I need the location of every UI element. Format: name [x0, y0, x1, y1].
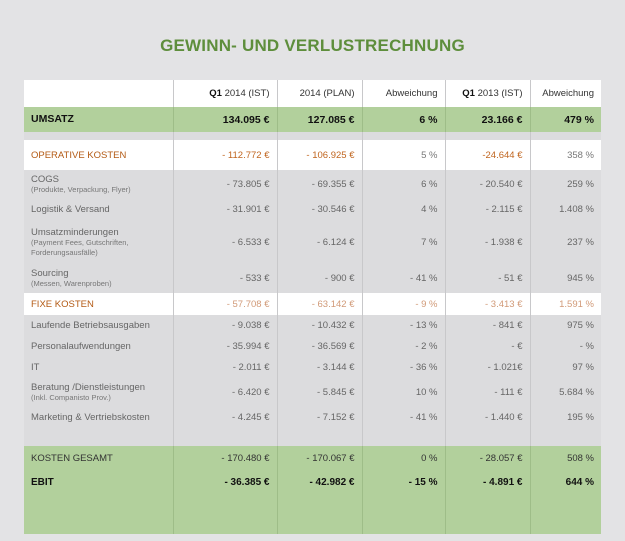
- fixed-cost-item: [24, 378, 601, 407]
- row-sublabel: (Messen, Warenproben): [31, 279, 112, 288]
- spacer-cell: [530, 428, 601, 446]
- spacer-cell: [362, 494, 445, 534]
- row-label-text: Marketing & Vertriebskosten: [31, 412, 150, 423]
- value-cell: 259 %: [530, 170, 601, 199]
- value-cell: - 2.115 €: [445, 199, 530, 220]
- value-cell: - 533 €: [173, 264, 277, 293]
- value-cell: - 10.432 €: [277, 315, 362, 336]
- value-cell: - 2.011 €: [173, 357, 277, 378]
- value-cell: 644 %: [530, 470, 601, 494]
- value-cell: - 42.982 €: [277, 470, 362, 494]
- row-label: [24, 107, 173, 132]
- total-costs-row: [24, 446, 601, 470]
- spacer-cell: [445, 494, 530, 534]
- row-label-text: EBIT: [31, 476, 54, 488]
- row-label: [24, 293, 173, 315]
- column-header: [445, 80, 530, 107]
- fixed-costs-row: [24, 293, 601, 315]
- value-cell: - 69.355 €: [277, 170, 362, 199]
- value-cell: 6 %: [362, 107, 445, 132]
- spacer-cell: [277, 132, 362, 140]
- row-label-text: Personalaufwendungen: [31, 341, 131, 352]
- operative-cost-item: [24, 170, 601, 199]
- spacer-row: [24, 428, 601, 446]
- column-header-text: Abweichung: [385, 88, 438, 99]
- row-label-text: Laufende Betriebsausgaben: [31, 320, 150, 331]
- value-cell: - 841 €: [445, 315, 530, 336]
- value-cell: - 13 %: [362, 315, 445, 336]
- row-label: [24, 470, 173, 494]
- value-cell: - 36.569 €: [277, 336, 362, 357]
- row-sublabel: (Payment Fees, Gutschriften,: [31, 237, 129, 247]
- value-cell: 237 %: [530, 220, 601, 264]
- column-header-text: 2013 (IST): [474, 88, 523, 99]
- fixed-cost-item: [24, 407, 601, 428]
- spacer-row: [24, 494, 601, 534]
- column-header: [277, 80, 362, 107]
- value-cell: - 7.152 €: [277, 407, 362, 428]
- value-cell: - 6.420 €: [173, 378, 277, 407]
- quarter-label: Q1: [462, 88, 475, 99]
- row-label-text: Logistik & Versand: [31, 204, 110, 215]
- value-cell: - 36 %: [362, 357, 445, 378]
- row-label-text: OPERATIVE KOSTEN: [31, 149, 127, 161]
- value-cell: - 31.901 €: [173, 199, 277, 220]
- value-cell: - 57.708 €: [173, 293, 277, 315]
- spacer-cell: [530, 132, 601, 140]
- spacer-cell: [445, 132, 530, 140]
- value-cell: - 2 %: [362, 336, 445, 357]
- value-cell: - 51 €: [445, 264, 530, 293]
- value-cell: 945 %: [530, 264, 601, 293]
- value-cell: 127.085 €: [277, 107, 362, 132]
- value-cell: 479 %: [530, 107, 601, 132]
- row-label: [24, 140, 173, 170]
- value-cell: - 6.533 €: [173, 220, 277, 264]
- value-cell: - 20.540 €: [445, 170, 530, 199]
- column-header-text: Abweichung: [542, 88, 594, 99]
- row-label-text: COGS: [31, 174, 59, 185]
- value-cell: - 106.925 €: [277, 140, 362, 170]
- fixed-cost-item: [24, 336, 601, 357]
- spacer-cell: [362, 132, 445, 140]
- value-cell: - 4.891 €: [445, 470, 530, 494]
- value-cell: - 1.021€: [445, 357, 530, 378]
- row-sublabel: (Inkl. Companisto Prov.): [31, 393, 111, 402]
- value-cell: - 4.245 €: [173, 407, 277, 428]
- column-header-text: 2014 (IST): [221, 88, 270, 99]
- operative-cost-item: [24, 220, 601, 264]
- page-title: GEWINN- UND VERLUSTRECHNUNG: [160, 36, 465, 55]
- value-cell: 7 %: [362, 220, 445, 264]
- value-cell: 10 %: [362, 378, 445, 407]
- row-label: [24, 446, 173, 470]
- value-cell: - 170.480 €: [173, 446, 277, 470]
- row-label-text: KOSTEN GESAMT: [31, 452, 113, 464]
- operative-cost-item: [24, 264, 601, 293]
- row-label: [24, 378, 173, 407]
- value-cell: - 3.144 €: [277, 357, 362, 378]
- value-cell: - 111 €: [445, 378, 530, 407]
- value-cell: - 41 %: [362, 407, 445, 428]
- spacer-cell: [24, 132, 173, 140]
- spacer-cell: [277, 494, 362, 534]
- column-header: [173, 80, 277, 107]
- value-cell: 975 %: [530, 315, 601, 336]
- value-cell: 97 %: [530, 357, 601, 378]
- spacer-cell: [277, 428, 362, 446]
- row-sublabel: Forderungsausfälle): [31, 247, 98, 257]
- column-header: [530, 80, 601, 107]
- row-sublabel: (Produkte, Verpackung, Flyer): [31, 185, 131, 194]
- spacer-cell: [24, 428, 173, 446]
- fixed-cost-item: [24, 357, 601, 378]
- header-row: [24, 80, 601, 107]
- column-header: [362, 80, 445, 107]
- row-label-text: IT: [31, 362, 40, 373]
- ebit-row: [24, 470, 601, 494]
- row-label: [24, 199, 173, 220]
- value-cell: 1.408 %: [530, 199, 601, 220]
- row-label: [24, 220, 173, 264]
- value-cell: - 170.067 €: [277, 446, 362, 470]
- value-cell: 195 %: [530, 407, 601, 428]
- value-cell: - €: [445, 336, 530, 357]
- value-cell: - 112.772 €: [173, 140, 277, 170]
- value-cell: -24.644 €: [445, 140, 530, 170]
- column-header: [24, 80, 173, 107]
- value-cell: - 6.124 €: [277, 220, 362, 264]
- spacer-cell: [173, 494, 277, 534]
- row-label-text: Umsatzminderungen: [31, 226, 119, 238]
- value-cell: 5 %: [362, 140, 445, 170]
- row-label-text: FIXE KOSTEN: [31, 298, 94, 310]
- value-cell: - 15 %: [362, 470, 445, 494]
- spacer-cell: [530, 494, 601, 534]
- value-cell: - %: [530, 336, 601, 357]
- value-cell: - 9.038 €: [173, 315, 277, 336]
- value-cell: 0 %: [362, 446, 445, 470]
- value-cell: 358 %: [530, 140, 601, 170]
- operative-cost-item: [24, 199, 601, 220]
- umsatz-row: [24, 107, 601, 132]
- value-cell: - 28.057 €: [445, 446, 530, 470]
- value-cell: - 1.440 €: [445, 407, 530, 428]
- row-label: [24, 264, 173, 293]
- value-cell: - 73.805 €: [173, 170, 277, 199]
- fixed-cost-item: [24, 315, 601, 336]
- value-cell: 6 %: [362, 170, 445, 199]
- value-cell: 1.591 %: [530, 293, 601, 315]
- pl-statement: [24, 80, 601, 528]
- value-cell: - 1.938 €: [445, 220, 530, 264]
- row-label: [24, 315, 173, 336]
- row-label-text: Beratung /Dienstleistungen: [31, 382, 146, 393]
- spacer-cell: [24, 494, 173, 534]
- value-cell: 23.166 €: [445, 107, 530, 132]
- value-cell: - 36.385 €: [173, 470, 277, 494]
- value-cell: 508 %: [530, 446, 601, 470]
- row-label: [24, 336, 173, 357]
- value-cell: - 3.413 €: [445, 293, 530, 315]
- value-cell: 4 %: [362, 199, 445, 220]
- value-cell: 5.684 %: [530, 378, 601, 407]
- spacer-cell: [362, 428, 445, 446]
- value-cell: - 35.994 €: [173, 336, 277, 357]
- quarter-label: Q1: [209, 88, 222, 99]
- spacer-cell: [173, 132, 277, 140]
- value-cell: - 41 %: [362, 264, 445, 293]
- spacer-cell: [445, 428, 530, 446]
- row-label: [24, 170, 173, 199]
- operative-costs-row: [24, 140, 601, 170]
- column-header-text: 2014 (PLAN): [299, 88, 355, 99]
- row-label-text: UMSATZ: [31, 113, 74, 125]
- value-cell: - 30.546 €: [277, 199, 362, 220]
- value-cell: - 9 %: [362, 293, 445, 315]
- value-cell: - 63.142 €: [277, 293, 362, 315]
- spacer-row: [24, 132, 601, 140]
- row-label: [24, 357, 173, 378]
- value-cell: 134.095 €: [173, 107, 277, 132]
- row-label-text: Sourcing: [31, 268, 69, 279]
- value-cell: - 5.845 €: [277, 378, 362, 407]
- value-cell: - 900 €: [277, 264, 362, 293]
- row-label: [24, 407, 173, 428]
- pl-table: [24, 80, 601, 534]
- spacer-cell: [173, 428, 277, 446]
